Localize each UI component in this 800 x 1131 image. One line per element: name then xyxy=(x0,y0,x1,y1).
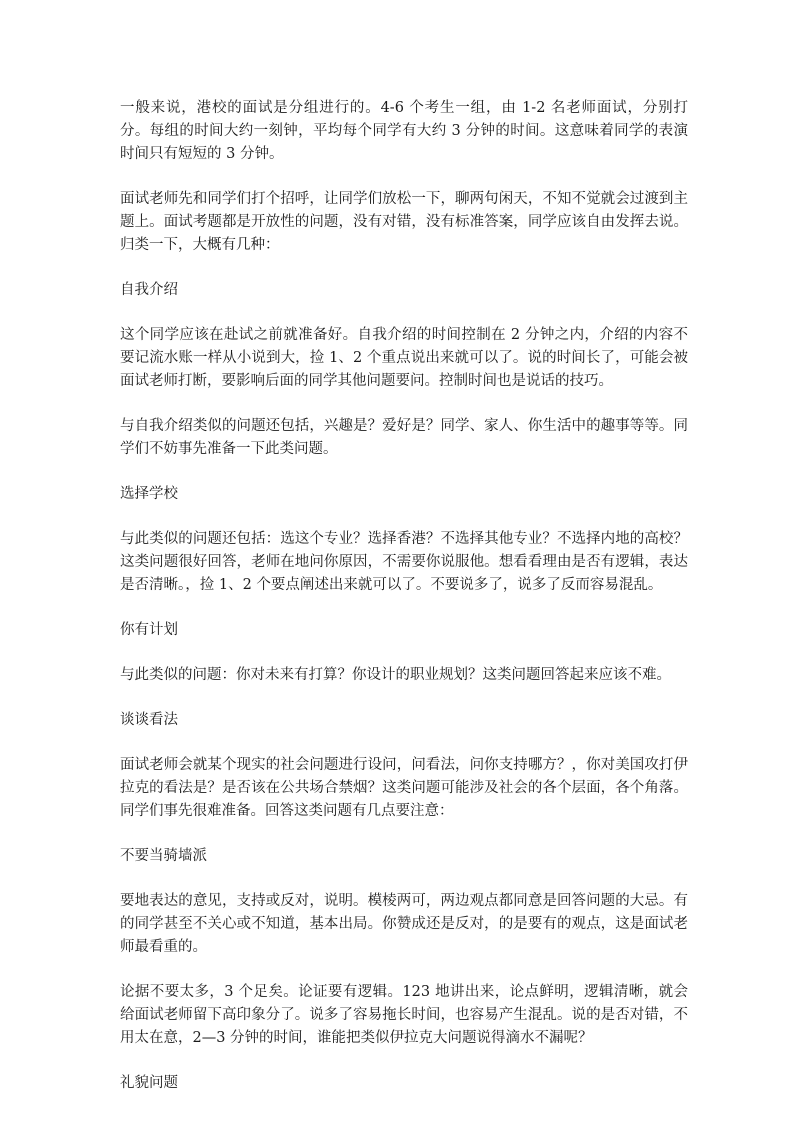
heading-choose-school: 选择学校 xyxy=(120,486,178,502)
paragraph-self-introduction: 这个同学应该在赴试之前就准备好。自我介绍的时间控制在 2 分钟之内，介绍的内容不要记流水账一样从小说到大，捡 1、2 个重点说出来就可以了。说的时间长了，可能会被面试老师打断，要影响后面的同学其他问题要问。控制时间也是说话的技巧。 xyxy=(120,327,688,389)
paragraph-intro: 一般来说，港校的面试是分组进行的。4-6 个考生一组，由 1-2 名老师面试，分别打分。每组的时间大约一刻钟，平均每个同学有大约 3 分钟的时间。这意味着同学的表演时间只有短短的 3 分钟。 xyxy=(120,100,688,162)
paragraph-no-fence-sitting: 要地表达的意见，支持或反对，说明。模棱两可，两边观点都同意是回答问题的大忌。有的同学甚至不关心或不知道，基本出局。你赞成还是反对，的是要有的观点，这是面试老师最看重的。 xyxy=(120,893,688,955)
paragraph-your-plan: 与此类似的问题：你对未来有打算？你设计的职业规划？这类问题回答起来应该不难。 xyxy=(120,667,671,683)
paragraph-choose-school: 与此类似的问题还包括：选这个专业？选择香港？不选择其他专业？不选择内地的高校？这类问题很好回答，老师在地问你原因，不需要你说服他。想看看理由是否有逻辑，表达是否清晰。，捡 1、2 个要点阐述出来就可以了。不要说多了，说多了反而容易混乱。 xyxy=(120,531,688,593)
paragraph-interview-start: 面试老师先和同学们打个招呼，让同学们放松一下，聊两句闲天，不知不觉就会过渡到主题上。面试考题都是开放性的问题，没有对错，没有标准答案，同学应该自由发挥去说。归类一下，大概有几种： xyxy=(120,191,688,253)
paragraph-arguments: 论据不要太多，3 个足矣。论证要有逻辑。123 地讲出来，论点鲜明，逻辑清晰，就会给面试老师留下高印象分了。说多了容易拖长时间，也容易产生混乱。说的是否对错，不用太在意，2—3 分钟的时间，谁能把类似伊拉克大问题说得滴水不漏呢？ xyxy=(120,984,688,1046)
document-body xyxy=(120,97,688,1117)
paragraph-opinions: 面试老师会就某个现实的社会问题进行设问，问看法，问你支持哪方？，你对美国攻打伊拉克的看法是？是否该在公共场合禁烟？这类问题可能涉及社会的各个层面，各个角落。同学们事先很难准备。回答这类问题有几点要注意： xyxy=(120,757,688,819)
heading-self-introduction: 自我介绍 xyxy=(120,282,178,298)
heading-politeness: 礼貌问题 xyxy=(120,1075,178,1091)
heading-your-plan: 你有计划 xyxy=(120,622,178,638)
heading-opinions: 谈谈看法 xyxy=(120,712,178,728)
paragraph-similar-questions: 与自我介绍类似的问题还包括，兴趣是？爱好是？同学、家人、你生活中的趣事等等。同学们不妨事先准备一下此类问题。 xyxy=(120,418,688,457)
heading-no-fence-sitting: 不要当骑墙派 xyxy=(120,848,207,864)
